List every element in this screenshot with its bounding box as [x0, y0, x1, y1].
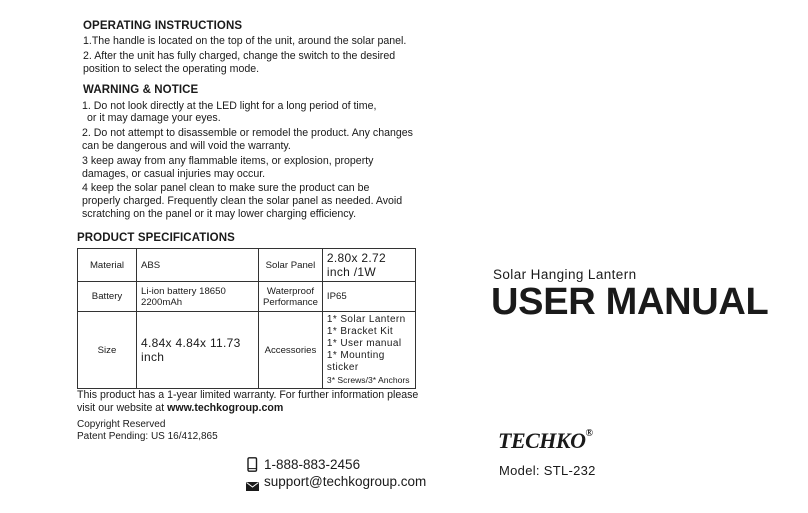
warning-3-line1: 3 keep away from any flammable items, or explosion, property — [82, 155, 374, 167]
envelope-icon — [246, 478, 259, 487]
waterproof-label — [259, 282, 323, 312]
waterproof-label-line2: Performance — [263, 296, 318, 308]
spec-row-battery — [78, 282, 416, 312]
accessory-item: 1* Mounting sticker — [326, 350, 385, 373]
warranty-visit-text: visit our website at — [77, 402, 168, 414]
warranty-line1: This product has a 1-year limited warranty. For further information please — [77, 389, 419, 401]
battery-value-line1: Li-ion battery 18650 — [141, 285, 226, 297]
accessory-item: 1* User manual — [326, 338, 402, 349]
cover-subtitle: Solar Hanging Lantern — [493, 267, 637, 282]
phone-number[interactable]: 1-888-883-2456 — [264, 457, 361, 472]
warning-1-line2: or it may damage your eyes. — [87, 112, 221, 124]
operating-instructions-heading: OPERATING INSTRUCTIONS — [83, 20, 243, 32]
warning-1-line1: 1. Do not look directly at the LED light for a long period of time, — [82, 100, 377, 112]
warning-2-line2: can be dangerous and will void the warranty. — [82, 140, 291, 152]
operating-step-2-line2: position to select the operating mode. — [83, 63, 260, 75]
warning-2-line1: 2. Do not attempt to disassemble or remodel the product. Any changes — [82, 127, 413, 139]
size-value: 4.84x 4.84x 11.73 inch — [137, 312, 259, 389]
material-label: Material — [78, 249, 137, 282]
waterproof-value: IP65 — [322, 282, 415, 312]
cover-title: USER MANUAL — [491, 281, 769, 323]
phone-icon — [247, 457, 258, 472]
copyright-text: Copyright Reserved — [77, 419, 166, 430]
brand-logo — [498, 428, 592, 454]
warning-4-line3: scratching on the panel or it may lower charging efficiency. — [82, 208, 357, 220]
size-label: Size — [78, 312, 137, 389]
battery-label: Battery — [78, 282, 137, 312]
material-value: ABS — [137, 249, 259, 282]
specifications-table — [77, 248, 416, 389]
accessories-list — [322, 312, 415, 389]
warning-4-line1: 4 keep the solar panel clean to make sure the product can be — [82, 182, 370, 194]
battery-value — [137, 282, 259, 312]
spec-row-size — [78, 312, 416, 389]
warranty-line2 — [77, 402, 283, 415]
solar-panel-label: Solar Panel — [259, 249, 323, 282]
spec-row-material — [78, 249, 416, 282]
registered-mark: ® — [585, 428, 593, 439]
operating-step-1: 1.The handle is located on the top of the unit, around the solar panel. — [83, 35, 407, 47]
accessories-label: Accessories — [259, 312, 323, 389]
patent-text: Patent Pending: US 16/412,865 — [77, 431, 218, 442]
brand-name: TECHKO — [498, 428, 586, 453]
battery-value-line2: 2200mAh — [141, 296, 183, 308]
accessory-item: 3* Screws/3* Anchors — [326, 375, 410, 385]
product-specifications-heading: PRODUCT SPECIFICATIONS — [77, 232, 235, 244]
waterproof-label-line1: Waterproof — [266, 285, 315, 297]
operating-step-2-line1: 2. After the unit has fully charged, change the switch to the desired — [83, 50, 396, 62]
solar-panel-value: 2.80x 2.72 inch /1W — [322, 249, 415, 282]
warning-4-line2: properly charged. Frequently clean the solar panel as needed. Avoid — [82, 195, 403, 207]
accessory-item: 1* Bracket Kit — [326, 326, 394, 337]
warning-3-line2: damages, or casual injuries may occur. — [82, 168, 266, 180]
accessory-item: 1* Solar Lantern — [326, 314, 406, 325]
model-number: Model: STL-232 — [499, 463, 596, 478]
warning-heading: WARNING & NOTICE — [83, 84, 199, 96]
support-email[interactable]: support@techkogroup.com — [264, 474, 427, 489]
website-link[interactable]: www.techkogroup.com — [167, 402, 284, 414]
